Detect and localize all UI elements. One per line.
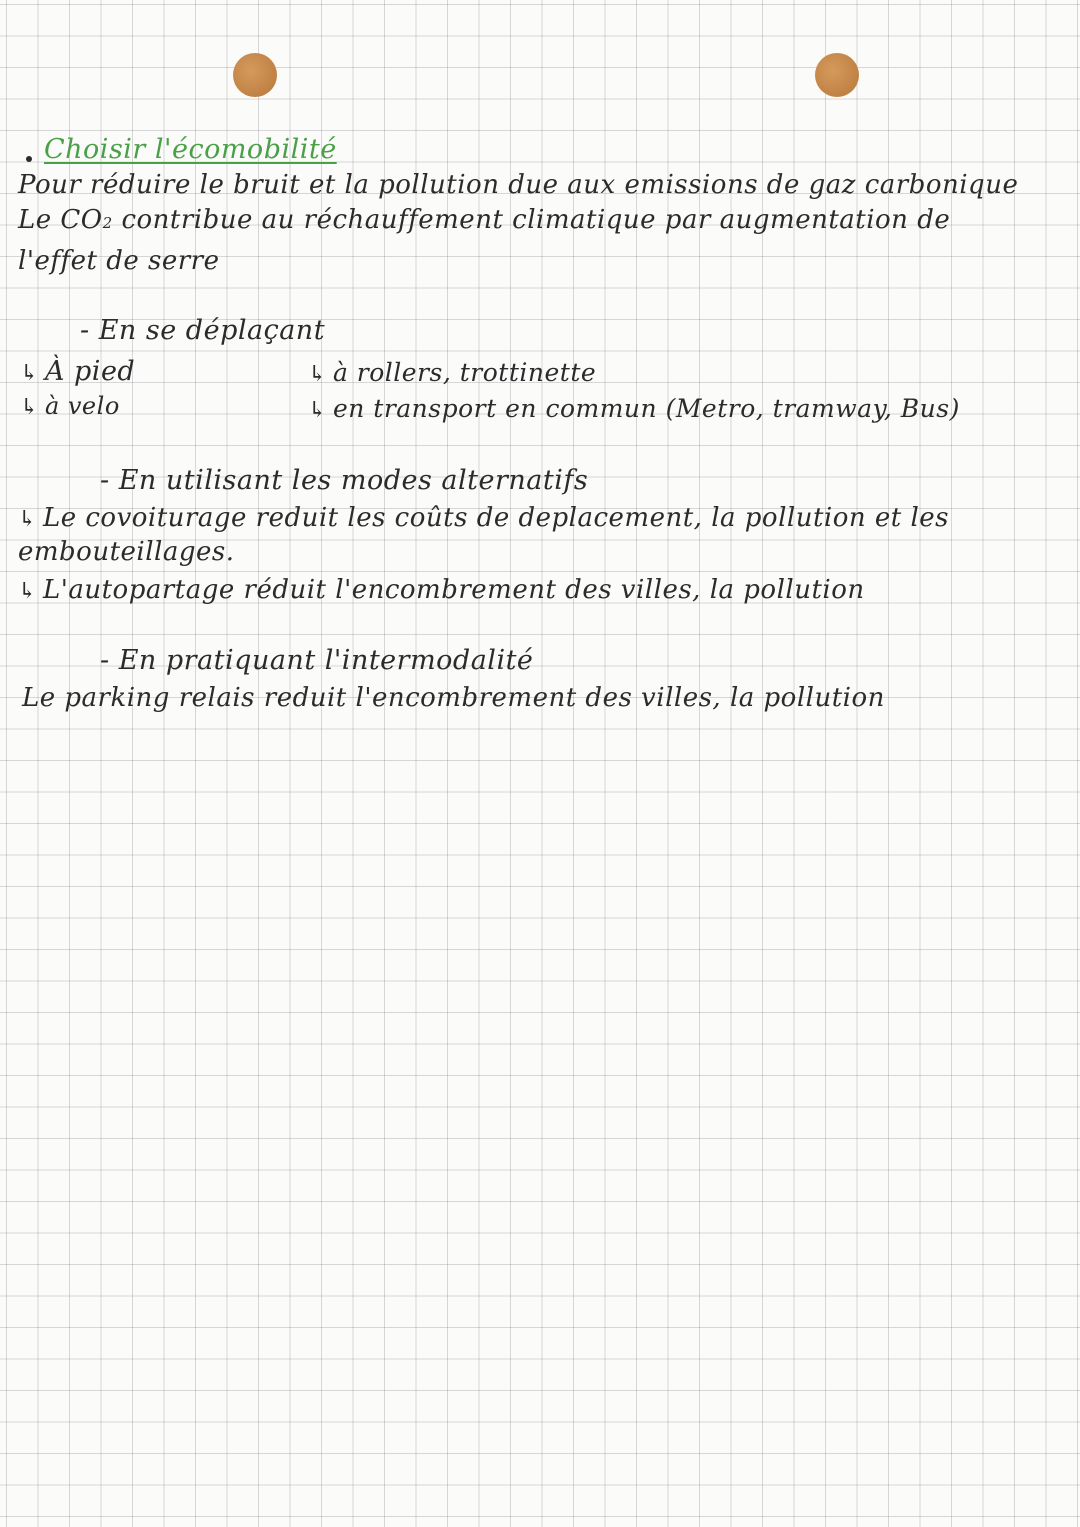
intro-line-1: Pour réduire le bruit et la pollution due aux emissions de gaz carbonique: [18, 170, 1019, 200]
list-item: ↳ en transport en commun (Metro, tramway, Bus): [308, 394, 960, 423]
intro-line-2-prefix: Le CO: [18, 205, 103, 235]
section-3-heading: - En pratiquant l'intermodalité: [100, 645, 534, 676]
section-2-heading: - En utilisant les modes alternatifs: [100, 465, 589, 496]
list-item-continuation: embouteillages.: [18, 537, 235, 567]
list-item: ↳ à velo: [20, 392, 120, 420]
list-item: ↳ À pied: [20, 356, 136, 387]
intro-line-2: [18, 205, 950, 235]
intro-line-2-rest: contribue au réchauffement climatique par augmentation de: [112, 205, 951, 235]
list-item: ↳ Le covoiturage reduit les coûts de deplacement, la pollution et les: [18, 503, 950, 533]
list-item: ↳ à rollers, trottinette: [308, 358, 597, 387]
return-arrow-icon: ↳: [20, 395, 39, 420]
list-item: ↳ L'autopartage réduit l'encombrement des villes, la pollution: [18, 575, 865, 605]
return-arrow-icon: ↳: [18, 579, 37, 604]
intro-line-3: l'effet de serre: [18, 246, 220, 276]
return-arrow-icon: ↳: [308, 362, 327, 387]
page-title: Choisir l'écomobilité: [44, 134, 337, 165]
bullet-dot-icon: [26, 156, 32, 162]
return-arrow-icon: ↳: [18, 507, 37, 532]
section-3-text: Le parking relais reduit l'encombrement des villes, la pollution: [22, 683, 885, 713]
return-arrow-icon: ↳: [20, 361, 39, 386]
co2-subscript: 2: [102, 214, 113, 232]
section-1-heading: - En se déplaçant: [80, 315, 326, 346]
punch-hole-icon: [233, 53, 277, 97]
return-arrow-icon: ↳: [308, 398, 327, 423]
punch-hole-icon: [815, 53, 859, 97]
